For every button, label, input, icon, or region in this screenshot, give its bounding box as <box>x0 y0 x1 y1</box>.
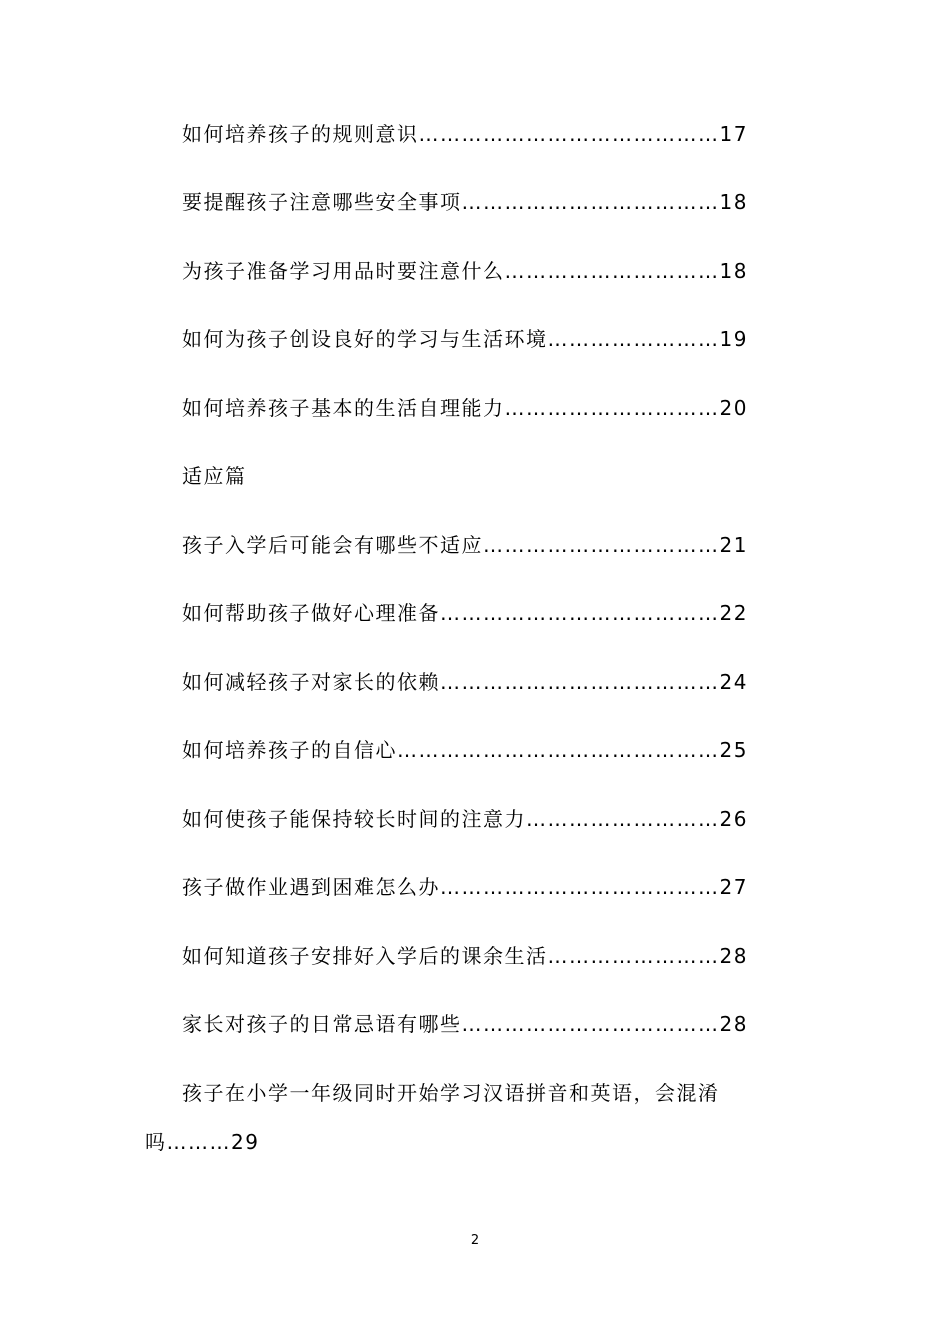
toc-entry: 家长对孩子的日常忌语有哪些………………………………28 <box>182 1012 748 1036</box>
toc-entry: 孩子入学后可能会有哪些不适应……………………………21 <box>182 533 748 557</box>
toc-entry-line: 孩子在小学一年级同时开始学习汉语拼音和英语，会混淆 <box>182 1081 720 1105</box>
toc-entry-wrapped <box>145 1080 785 1155</box>
toc-entry: 如何培养孩子的自信心………………………………………25 <box>182 738 748 762</box>
toc-entry: 孩子做作业遇到困难怎么办…………………………………27 <box>182 875 748 899</box>
toc-entry: 如何为孩子创设良好的学习与生活环境……………………19 <box>182 327 748 351</box>
toc-entry: 如何知道孩子安排好入学后的课余生活……………………28 <box>182 944 748 968</box>
toc-entry: 为孩子准备学习用品时要注意什么…………………………18 <box>182 259 748 283</box>
toc-entry: 如何培养孩子基本的生活自理能力…………………………20 <box>182 396 748 420</box>
toc-section-heading: 适应篇 <box>182 464 247 488</box>
page-number: 2 <box>470 1233 480 1248</box>
toc-entry: 如何使孩子能保持较长时间的注意力………………………26 <box>182 807 748 831</box>
toc-entry: 如何帮助孩子做好心理准备…………………………………22 <box>182 601 748 625</box>
toc-entry: 如何培养孩子的规则意识……………………………………17 <box>182 122 748 146</box>
toc-entry-line: 吗………29 <box>145 1130 260 1154</box>
toc-entry: 如何减轻孩子对家长的依赖…………………………………24 <box>182 670 748 694</box>
toc-entry: 要提醒孩子注意哪些安全事项………………………………18 <box>182 190 748 214</box>
